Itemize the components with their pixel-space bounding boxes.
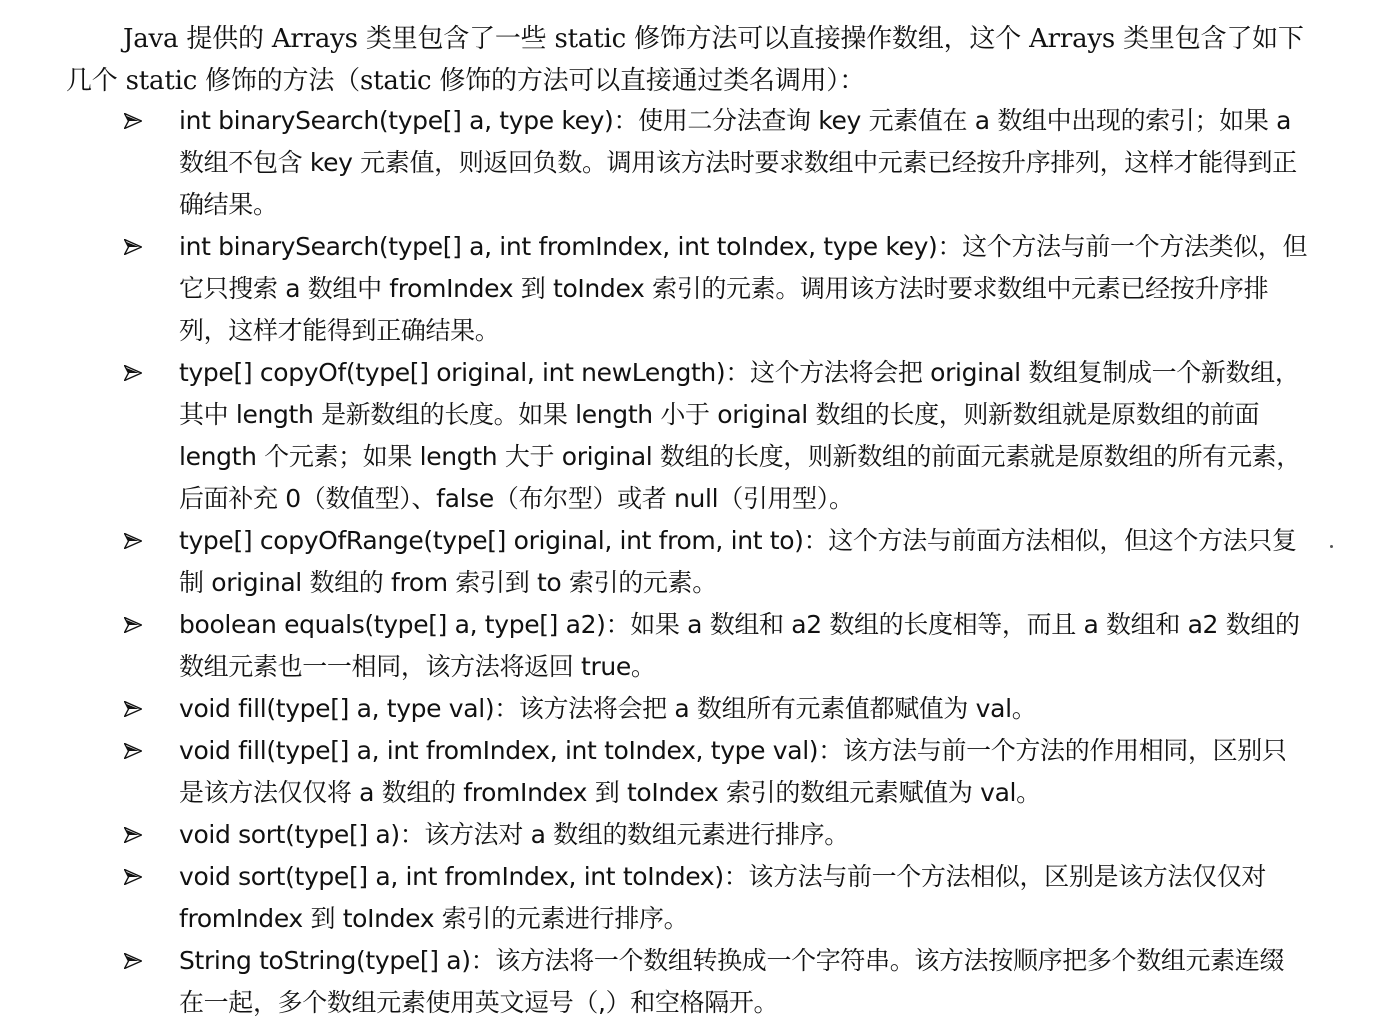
arrow-bullet-icon [120,604,146,646]
list-item [118,520,1308,604]
list-item [118,688,1308,730]
list-item-text: int binarySearch(type[] a, int fromIndex, int toIndex, type key)：这个方法与前一个方法类似，但它只搜索 a 数组中 fromIndex 到 toIndex 索引的元素。调用该方法时要求数组中元素已经按升序排列，这样才能得到正确结果。 [179,232,1308,345]
arrow-bullet-icon [120,730,146,772]
arrow-bullet-icon [120,226,146,268]
list-item-text: type[] copyOf(type[] original, int newLength)：这个方法将会把 original 数组复制成一个新数组，其中 length 是新数组的长度。如果 length 小于 original 数组的长度，则新数组就是原数组的前面 length 个元素；如果 length 大于 original 数组的长度，则新数组的前面元素就是原数组的所有元素，后面补充 0（数值型）、false（布尔型）或者 null（引用型）。 [179,358,1301,513]
arrow-bullet-icon [120,856,146,898]
arrow-bullet-icon [120,520,146,562]
list-item [118,604,1308,688]
list-item [118,226,1308,352]
arrow-bullet-icon [120,814,146,856]
list-item-text: void fill(type[] a, type val)：该方法将会把 a 数组所有元素值都赋值为 val。 [179,694,1037,723]
list-item-text: void sort(type[] a)：该方法对 a 数组的数组元素进行排序。 [179,820,849,849]
list-item-text: boolean equals(type[] a, type[] a2)：如果 a 数组和 a2 数组的长度相等，而且 a 数组和 a2 数组的数组元素也一一相同，该方法将返回 true。 [179,610,1300,681]
list-item [118,100,1308,226]
margin-mark [1330,545,1333,548]
list-item-text: type[] copyOfRange(type[] original, int from, int to)：这个方法与前面方法相似，但这个方法只复制 original 数组的 from 索引到 to 索引的元素。 [179,526,1297,597]
method-list [118,100,1308,1024]
list-item-text: void fill(type[] a, int fromIndex, int toIndex, type val)：该方法与前一个方法的作用相同，区别只是该方法仅仅将 a 数组的 fromIndex 到 toIndex 索引的数组元素赋值为 val。 [179,736,1287,807]
list-item [118,814,1308,856]
arrow-bullet-icon [120,688,146,730]
list-item [118,352,1308,520]
list-item-text: void sort(type[] a, int fromIndex, int toIndex)：该方法与前一个方法相似，区别是该方法仅仅对 fromIndex 到 toIndex 索引的元素进行排序。 [179,862,1267,933]
list-item [118,940,1308,1024]
arrow-bullet-icon [120,352,146,394]
arrow-bullet-icon [120,100,146,142]
intro-paragraph: Java 提供的 Arrays 类里包含了一些 static 修饰方法可以直接操作数组，这个 Arrays 类里包含了如下几个 static 修饰的方法（static 修饰的方法可以直接通过类名调用）： [66,24,1304,96]
arrow-bullet-icon [120,940,146,982]
list-item [118,730,1308,814]
list-item [118,856,1308,940]
list-item-text: String toString(type[] a)：该方法将一个数组转换成一个字符串。该方法按顺序把多个数组元素连缀在一起，多个数组元素使用英文逗号（,）和空格隔开。 [179,946,1285,1017]
list-item-text: int binarySearch(type[] a, type key)：使用二分法查询 key 元素值在 a 数组中出现的索引；如果 a 数组不包含 key 元素值，则返回负数。调用该方法时要求数组中元素已经按升序排列，这样才能得到正确结果。 [179,106,1297,219]
